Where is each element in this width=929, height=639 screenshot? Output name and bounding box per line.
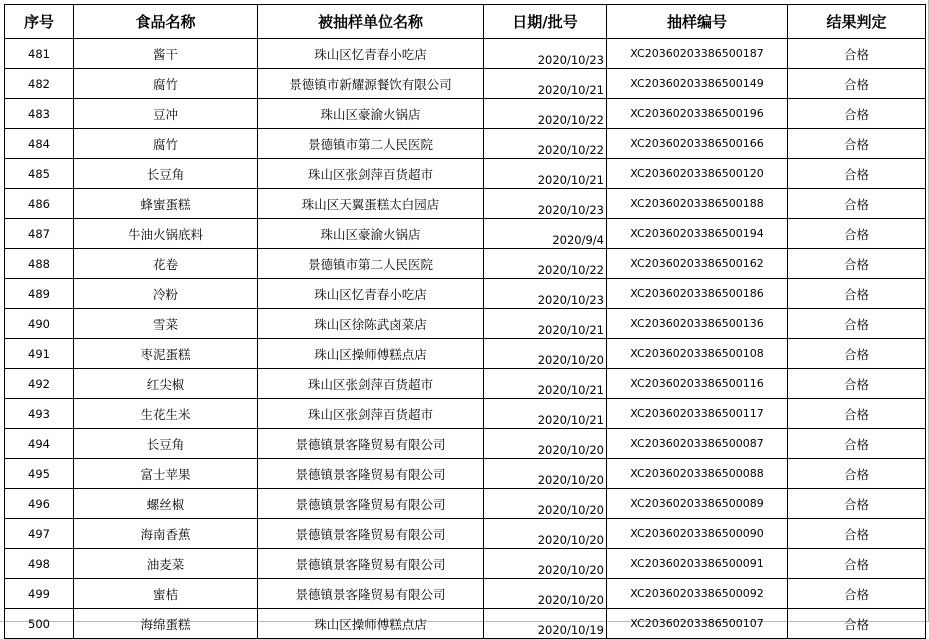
table-row [5,459,926,489]
table-row [5,159,926,189]
cell-result[interactable]: 合格 [788,369,926,399]
cell-result[interactable]: 合格 [788,69,926,99]
cell-serial[interactable]: 484 [5,129,74,159]
cell-sample-code[interactable]: XC20360203386500108 [607,339,788,369]
cell-serial[interactable]: 493 [5,399,74,429]
cell-date-batch[interactable]: 2020/10/21 [484,69,607,99]
table-row [5,339,926,369]
cell-food-name[interactable]: 红尖椒 [74,369,258,399]
table-row [5,99,926,129]
cell-sample-code[interactable]: XC20360203386500107 [607,609,788,639]
cell-date-batch[interactable]: 2020/10/21 [484,309,607,339]
table-row [5,219,926,249]
cell-date-batch[interactable]: 2020/10/20 [484,429,607,459]
cell-result[interactable]: 合格 [788,99,926,129]
cell-result[interactable]: 合格 [788,249,926,279]
cell-result[interactable]: 合格 [788,309,926,339]
cell-serial[interactable]: 489 [5,279,74,309]
cell-food-name[interactable]: 蜂蜜蛋糕 [74,189,258,219]
cell-date-batch[interactable]: 2020/10/20 [484,549,607,579]
cell-date-batch[interactable]: 2020/10/22 [484,99,607,129]
cell-serial[interactable]: 498 [5,549,74,579]
cell-date-batch[interactable]: 2020/10/23 [484,279,607,309]
cell-serial[interactable]: 481 [5,39,74,69]
cell-sample-code[interactable]: XC20360203386500194 [607,219,788,249]
cell-serial[interactable]: 487 [5,219,74,249]
cell-sampled-unit[interactable]: 珠山区操师傅糕点店 [258,609,484,639]
cell-food-name[interactable]: 油麦菜 [74,549,258,579]
cell-sample-code[interactable]: XC20360203386500136 [607,309,788,339]
cell-food-name[interactable]: 生花生米 [74,399,258,429]
cell-result[interactable]: 合格 [788,519,926,549]
cell-sample-code[interactable]: XC20360203386500186 [607,279,788,309]
cell-sampled-unit[interactable]: 珠山区张剑萍百货超市 [258,399,484,429]
cell-serial[interactable]: 485 [5,159,74,189]
table-row [5,489,926,519]
table-row [5,549,926,579]
table-row [5,519,926,549]
cell-sampled-unit[interactable]: 珠山区张剑萍百货超市 [258,159,484,189]
cell-result[interactable]: 合格 [788,279,926,309]
cell-sampled-unit[interactable]: 珠山区忆青春小吃店 [258,279,484,309]
table-row [5,189,926,219]
cell-result[interactable]: 合格 [788,219,926,249]
cell-date-batch[interactable]: 2020/10/23 [484,39,607,69]
cell-sampled-unit[interactable]: 景德镇景客隆贸易有限公司 [258,459,484,489]
cell-food-name[interactable]: 长豆角 [74,429,258,459]
cell-serial[interactable]: 494 [5,429,74,459]
cell-food-name[interactable]: 枣泥蛋糕 [74,339,258,369]
cell-result[interactable]: 合格 [788,459,926,489]
cell-result[interactable]: 合格 [788,189,926,219]
table-row [5,69,926,99]
cell-sample-code[interactable]: XC20360203386500188 [607,189,788,219]
header-sample-code[interactable]: 抽样编号 [607,5,788,39]
cell-serial[interactable]: 500 [5,609,74,639]
cell-sampled-unit[interactable]: 珠山区忆青春小吃店 [258,39,484,69]
cell-sampled-unit[interactable]: 景德镇市第二人民医院 [258,129,484,159]
cell-sample-code[interactable]: XC20360203386500187 [607,39,788,69]
table-row [5,309,926,339]
cell-date-batch[interactable]: 2020/10/23 [484,189,607,219]
table-row [5,429,926,459]
header-date-batch[interactable]: 日期/批号 [484,5,607,39]
cell-date-batch[interactable]: 2020/10/19 [484,609,607,639]
cell-sampled-unit[interactable]: 景德镇市第二人民医院 [258,249,484,279]
cell-sample-code[interactable]: XC20360203386500149 [607,69,788,99]
cell-food-name[interactable]: 螺丝椒 [74,489,258,519]
cell-result[interactable]: 合格 [788,159,926,189]
cell-result[interactable]: 合格 [788,429,926,459]
cell-sample-code[interactable]: XC20360203386500166 [607,129,788,159]
cell-result[interactable]: 合格 [788,489,926,519]
cell-sampled-unit[interactable]: 景德镇景客隆贸易有限公司 [258,549,484,579]
cell-sample-code[interactable]: XC20360203386500092 [607,579,788,609]
cell-result[interactable]: 合格 [788,609,926,639]
table-row [5,39,926,69]
cell-date-batch[interactable]: 2020/10/20 [484,579,607,609]
header-row [5,5,926,39]
table-row [5,399,926,429]
header-sampled-unit[interactable]: 被抽样单位名称 [258,5,484,39]
cell-serial[interactable]: 497 [5,519,74,549]
cell-food-name[interactable]: 牛油火锅底料 [74,219,258,249]
header-food-name[interactable]: 食品名称 [74,5,258,39]
cell-serial[interactable]: 496 [5,489,74,519]
header-result[interactable]: 结果判定 [788,5,926,39]
cell-sample-code[interactable]: XC20360203386500088 [607,459,788,489]
cell-date-batch[interactable]: 2020/10/20 [484,519,607,549]
cell-sampled-unit[interactable]: 景德镇景客隆贸易有限公司 [258,429,484,459]
cell-sampled-unit[interactable]: 珠山区天翼蛋糕太白园店 [258,189,484,219]
cell-sampled-unit[interactable]: 珠山区豪渝火锅店 [258,99,484,129]
cell-result[interactable]: 合格 [788,579,926,609]
cell-date-batch[interactable]: 2020/10/21 [484,369,607,399]
cell-sampled-unit[interactable]: 景德镇景客隆贸易有限公司 [258,489,484,519]
cell-food-name[interactable]: 雪菜 [74,309,258,339]
cell-sampled-unit[interactable]: 景德镇景客隆贸易有限公司 [258,579,484,609]
cell-date-batch[interactable]: 2020/10/22 [484,249,607,279]
cell-food-name[interactable]: 腐竹 [74,129,258,159]
cell-serial[interactable]: 495 [5,459,74,489]
cell-food-name[interactable]: 海南香蕉 [74,519,258,549]
cell-sampled-unit[interactable]: 景德镇景客隆贸易有限公司 [258,519,484,549]
cell-food-name[interactable]: 酱干 [74,39,258,69]
cell-serial[interactable]: 492 [5,369,74,399]
cell-sample-code[interactable]: XC20360203386500116 [607,369,788,399]
cell-date-batch[interactable]: 2020/10/22 [484,129,607,159]
cell-sample-code[interactable]: XC20360203386500091 [607,549,788,579]
inspection-table [4,4,926,639]
cell-sample-code[interactable]: XC20360203386500090 [607,519,788,549]
cell-sample-code[interactable]: XC20360203386500087 [607,429,788,459]
cell-food-name[interactable]: 富士苹果 [74,459,258,489]
cell-result[interactable]: 合格 [788,549,926,579]
table-row [5,129,926,159]
cell-sampled-unit[interactable]: 珠山区徐陈武卤菜店 [258,309,484,339]
cell-serial[interactable]: 491 [5,339,74,369]
cell-date-batch[interactable]: 2020/10/21 [484,399,607,429]
cell-date-batch[interactable]: 2020/9/4 [484,219,607,249]
cell-serial[interactable]: 483 [5,99,74,129]
cell-sample-code[interactable]: XC20360203386500196 [607,99,788,129]
cell-food-name[interactable]: 花卷 [74,249,258,279]
table-row [5,279,926,309]
cell-result[interactable]: 合格 [788,339,926,369]
cell-sample-code[interactable]: XC20360203386500162 [607,249,788,279]
cell-food-name[interactable]: 海绵蛋糕 [74,609,258,639]
cell-result[interactable]: 合格 [788,39,926,69]
cell-serial[interactable]: 499 [5,579,74,609]
cell-sample-code[interactable]: XC20360203386500120 [607,159,788,189]
cell-date-batch[interactable]: 2020/10/20 [484,489,607,519]
cell-food-name[interactable]: 腐竹 [74,69,258,99]
table-row [5,609,926,639]
cell-date-batch[interactable]: 2020/10/20 [484,459,607,489]
cell-serial[interactable]: 482 [5,69,74,99]
cell-sampled-unit[interactable]: 珠山区豪渝火锅店 [258,219,484,249]
table-row [5,249,926,279]
table-row [5,579,926,609]
cell-serial[interactable]: 490 [5,309,74,339]
cell-sampled-unit[interactable]: 珠山区张剑萍百货超市 [258,369,484,399]
table-row [5,369,926,399]
cell-date-batch[interactable]: 2020/10/20 [484,339,607,369]
cell-sampled-unit[interactable]: 珠山区操师傅糕点店 [258,339,484,369]
cell-sampled-unit[interactable]: 景德镇市新耀源餐饮有限公司 [258,69,484,99]
cell-result[interactable]: 合格 [788,399,926,429]
cell-food-name[interactable]: 长豆角 [74,159,258,189]
cell-sample-code[interactable]: XC20360203386500089 [607,489,788,519]
cell-serial[interactable]: 488 [5,249,74,279]
cell-food-name[interactable]: 蜜桔 [74,579,258,609]
cell-food-name[interactable]: 冷粉 [74,279,258,309]
cell-food-name[interactable]: 豆冲 [74,99,258,129]
table-body [5,39,926,639]
cell-sample-code[interactable]: XC20360203386500117 [607,399,788,429]
cell-date-batch[interactable]: 2020/10/21 [484,159,607,189]
cell-result[interactable]: 合格 [788,129,926,159]
cell-serial[interactable]: 486 [5,189,74,219]
header-serial[interactable]: 序号 [5,5,74,39]
